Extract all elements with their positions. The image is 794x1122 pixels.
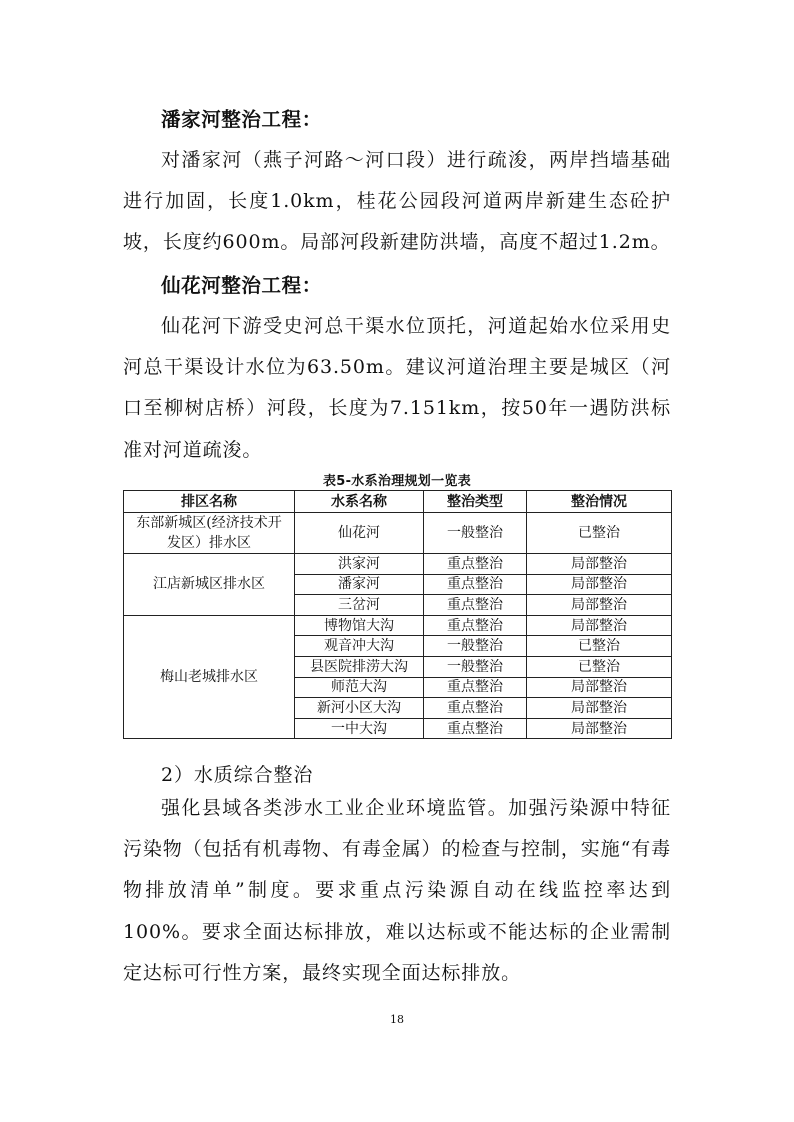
cell-remediation-status: 已整治 (527, 513, 672, 554)
cell-remediation-status: 局部整治 (527, 595, 672, 616)
cell-water-system: 一中大沟 (295, 718, 424, 739)
section-heading-panjia: 潘家河整治工程： (161, 108, 322, 131)
paragraph-panjia: 对潘家河（燕子河路～河口段）进行疏浚，两岸挡墙基础进行加固，长度1.0km，桂花公园段河道两岸新建生态砼护坡，长度约600m。局部河段新建防洪墙，高度不超过1.2m。 (123, 149, 671, 254)
cell-water-system: 潘家河 (295, 574, 424, 595)
cell-remediation-type: 重点整治 (424, 595, 527, 616)
cell-water-system: 三岔河 (295, 595, 424, 616)
cell-district: 梅山老城排水区 (124, 615, 295, 739)
cell-remediation-status: 局部整治 (527, 718, 672, 739)
cell-water-system: 师范大沟 (295, 677, 424, 698)
paragraph-xianhua: 仙花河下游受史河总干渠水位顶托，河道起始水位采用史河总干渠设计水位为63.50m。建议河道治理主要是城区（河口至柳树店桥）河段，长度为7.151km，按50年一遇防洪标准对河道疏浚。 (123, 315, 671, 461)
paragraph-water-quality: 强化县域各类涉水工业企业环境监管。加强污染源中特征污染物（包括有机毒物、有毒金属）的检查与控制，实施“有毒物排放清单”制度。要求重点污染源自动在线监控率达到100%。要求全面达标排放，难以达标或不能达标的企业需制定达标可行性方案，最终实现全面达标排放。 (123, 797, 671, 984)
cell-remediation-type: 重点整治 (424, 615, 527, 636)
cell-remediation-type: 重点整治 (424, 718, 527, 739)
header-remediation-type: 整治类型 (424, 491, 527, 513)
section-heading-xianhua: 仙花河整治工程： (161, 274, 322, 297)
header-remediation-status: 整治情况 (527, 491, 672, 513)
cell-remediation-type: 一般整治 (424, 656, 527, 677)
cell-remediation-type: 重点整治 (424, 574, 527, 595)
cell-remediation-status: 局部整治 (527, 615, 672, 636)
cell-remediation-type: 重点整治 (424, 677, 527, 698)
table-row (124, 615, 672, 636)
table-row (124, 513, 672, 554)
water-system-table (123, 490, 672, 739)
header-district: 排区名称 (124, 491, 295, 513)
cell-remediation-status: 局部整治 (527, 698, 672, 719)
cell-remediation-status: 已整治 (527, 636, 672, 657)
cell-district: 江店新城区排水区 (124, 554, 295, 616)
cell-water-system: 仙花河 (295, 513, 424, 554)
cell-water-system: 博物馆大沟 (295, 615, 424, 636)
cell-remediation-type: 一般整治 (424, 636, 527, 657)
table-row (124, 554, 672, 575)
table-body (124, 513, 672, 739)
cell-remediation-status: 已整治 (527, 656, 672, 677)
cell-remediation-type: 重点整治 (424, 698, 527, 719)
cell-water-system: 洪家河 (295, 554, 424, 575)
cell-water-system: 观音冲大沟 (295, 636, 424, 657)
cell-remediation-status: 局部整治 (527, 574, 672, 595)
table-caption: 表5-水系治理规划一览表 (322, 474, 472, 489)
cell-remediation-type: 一般整治 (424, 513, 527, 554)
cell-water-system: 县医院排涝大沟 (295, 656, 424, 677)
subheading-water-quality: 2）水质综合整治 (161, 764, 314, 786)
cell-remediation-type: 重点整治 (424, 554, 527, 575)
cell-remediation-status: 局部整治 (527, 554, 672, 575)
table-header-row (124, 491, 672, 513)
cell-water-system: 新河小区大沟 (295, 698, 424, 719)
page-number: 18 (390, 1013, 404, 1026)
cell-district: 东部新城区(经济技术开发区）排水区 (124, 513, 295, 554)
cell-remediation-status: 局部整治 (527, 677, 672, 698)
header-water-system: 水系名称 (295, 491, 424, 513)
